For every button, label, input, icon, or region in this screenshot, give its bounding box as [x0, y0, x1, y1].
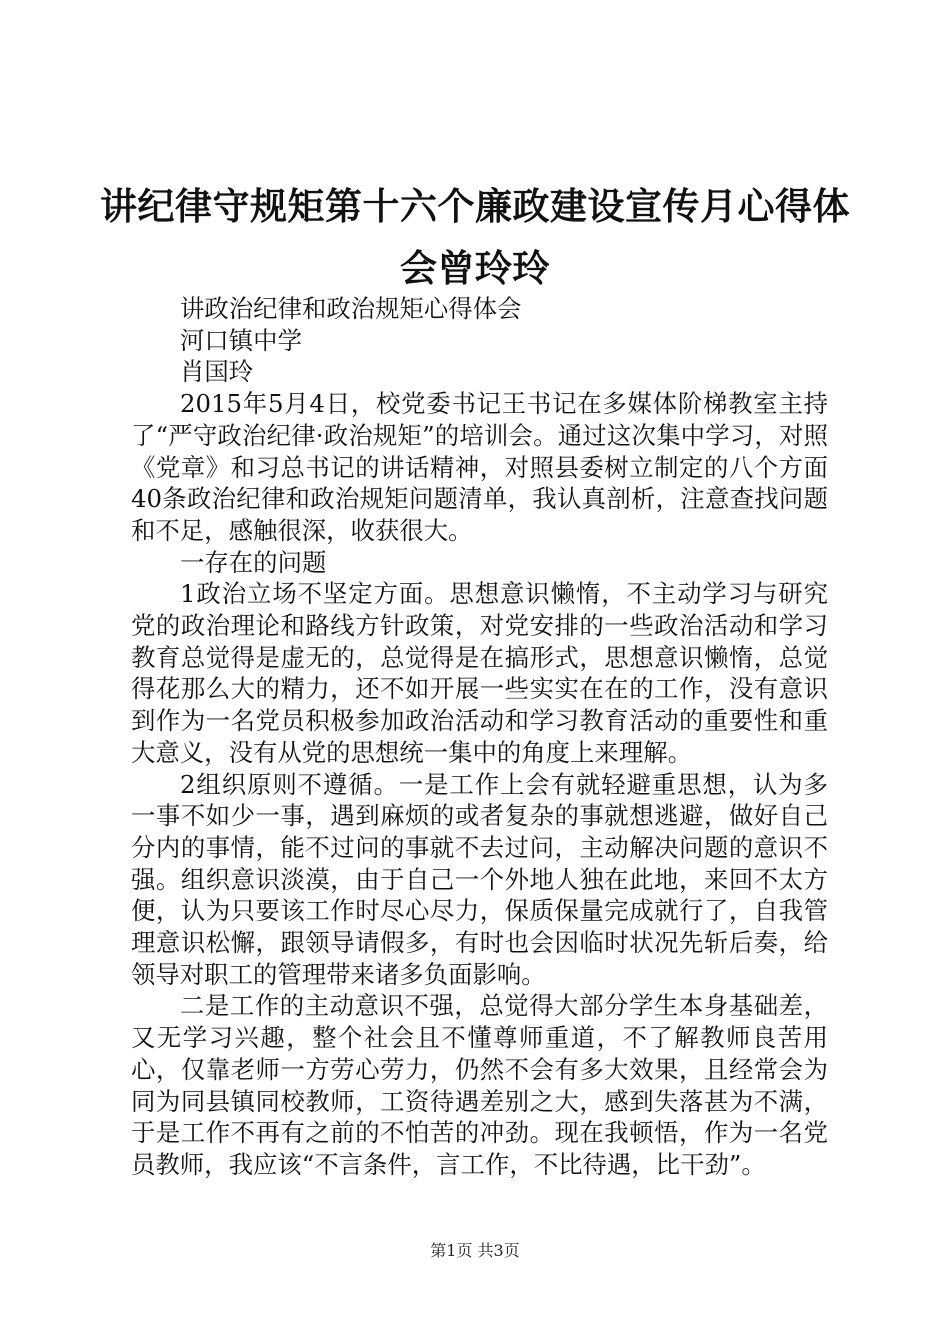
intro-paragraph: 2015年5月4日，校党委书记王书记在多媒体阶梯教室主持了“严守政治纪律·政治规矩”的培训会。通过这次集中学习，对照《党章》和习总书记的讲话精神，对照县委树立制定的八个方面40条政治纪律和政治规矩问题清单，我认真剖析，注意查找问题和不足，感触很深，收获很大。: [131, 389, 828, 545]
title-line-1: 讲纪律守规矩第十六个廉政建设宣传月心得体: [100, 185, 850, 228]
document-body: [131, 293, 828, 1181]
subtitle-paragraph: 讲政治纪律和政治规矩心得体会: [180, 294, 522, 323]
document-title: [90, 176, 860, 300]
page-footer: 第1页 共3页: [430, 1241, 520, 1260]
body-paragraph: 1政治立场不坚定方面。思想意识懒惰，不主动学习与研究党的政治理论和路线方针政策，对党安排的一些政治活动和学习教育总觉得是虚无的，总觉得是在搞形式，思想意识懒惰，总觉得花那么大的精力，还不如开展一些实实在在的工作，没有意识到作为一名党员积极参加政治活动和学习教育活动的重要性和重大意义，没有从党的思想统一集中的角度上来理解。: [131, 579, 828, 767]
title-line-2: 会曾玲玲: [400, 247, 550, 290]
author-paragraph: 肖国玲: [180, 357, 254, 387]
section-heading: 一存在的问题: [180, 547, 327, 577]
body-paragraph: 二是工作的主动意识不强，总觉得大部分学生本身基础差，又无学习兴趣，整个社会且不懂尊师重道，不了解教师良苦用心，仅靠老师一方劳心劳力，仍然不会有多大效果，且经常会为同为同县镇同校教师，工资待遇差别之大，感到失落甚为不满，于是工作不再有之前的不怕苦的冲劲。现在我顿悟，作为一名党员教师，我应该“不言条件，言工作，不比待遇，比干劲”。: [131, 991, 828, 1179]
body-paragraph: 2组织原则不遵循。一是工作上会有就轻避重思想，认为多一事不如少一事，遇到麻烦的或者复杂的事就想逃避，做好自己分内的事情，能不过问的事就不去过问，主动解决问题的意识不强。组织意识淡漠，由于自己一个外地人独在此地，来回不太方便，认为只要该工作时尽心尽力，保质保量完成就行了，自我管理意识松懈，跟领导请假多，有时也会因临时状况先斩后奏，给领导对职工的管理带来诸多负面影响。: [131, 769, 828, 989]
school-paragraph: 河口镇中学: [180, 325, 302, 355]
